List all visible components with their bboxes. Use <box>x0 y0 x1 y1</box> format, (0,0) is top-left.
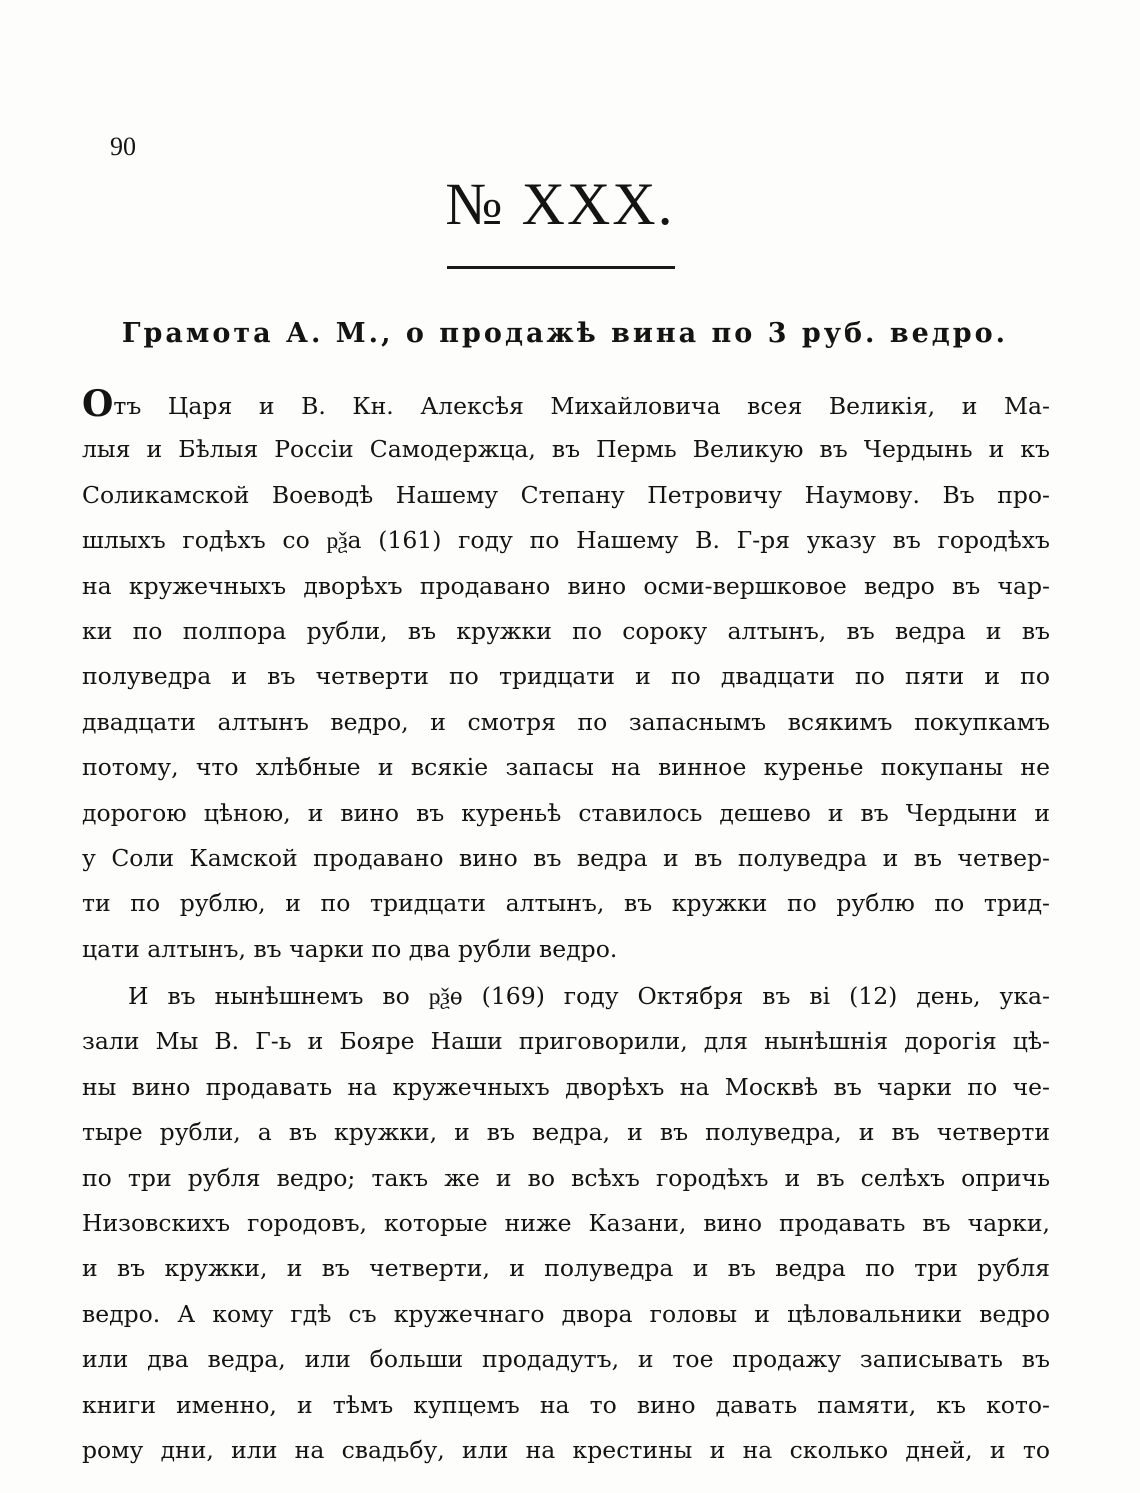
line-text: тъ Царя и В. Кн. Алексѣя Михайловича всея Великія, и Ма- <box>113 392 1050 420</box>
page-number: 90 <box>110 132 136 161</box>
text-line: тыре рубли, а въ кружки, и въ ведра, и въ полуведра, и въ четверти <box>82 1118 1050 1147</box>
text-line: зали Мы В. Г-ь и Бояре Наши приговорили, для нынѣшнія дорогія цѣ- <box>82 1027 1050 1056</box>
text-line: или два ведра, или больши продадутъ, и тое продажу записывать въ <box>82 1345 1050 1374</box>
text-line: потому, что хлѣбные и всякіе запасы на винное куренье покупаны не <box>82 753 1050 782</box>
text-line: ки по полпора рубли, въ кружки по сороку алтынъ, въ ведра и въ <box>82 616 1050 645</box>
text-line: Соликамской Воеводѣ Нашему Степану Петровичу Наумову. Въ про- <box>82 480 1050 509</box>
text-line: ны вино продавать на кружечныхъ дворѣхъ на Москвѣ въ чарки по че- <box>82 1072 1050 1101</box>
document-title: Грамота А. М., о продажѣ вина по 3 руб. ведро. <box>121 318 1009 349</box>
text-line: лыя и Бѣлыя Россіи Самодержца, въ Пермь Великую въ Чердынь и къ <box>82 435 1050 464</box>
text-line: шлыхъ годѣхъ со ҏѯа (161) году по Нашему В. Г-ря указу въ городѣхъ <box>82 526 1050 555</box>
text-line: полуведра и въ четверти по тридцати и по двадцати по пяти и по <box>82 662 1050 691</box>
text-line: на кружечныхъ дворѣхъ продавано вино осми-вершковое ведро въ чар- <box>82 571 1050 600</box>
text-line <box>82 382 1050 427</box>
text-line: у Соли Камской продавано вино въ ведра и въ полуведра и въ четвер- <box>82 843 1050 872</box>
text-line: дорогою цѣною, и вино въ куреньѣ ставилось дешево и въ Чердыни и <box>82 798 1050 827</box>
text-line: ти по рублю, и по тридцати алтынъ, въ кружки по рублю по трид- <box>82 889 1050 918</box>
text-line: по три рубля ведро; такъ же и во всѣхъ городѣхъ и въ селѣхъ опричь <box>82 1163 1050 1192</box>
text-line: Низовскихъ городовъ, которые ниже Казани, вино продавать въ чарки, <box>82 1209 1050 1238</box>
text-line: цати алтынъ, въ чарки по два рубли ведро. <box>82 934 618 963</box>
text-line: ведро. А кому гдѣ съ кружечнаго двора головы и цѣловальники ведро <box>82 1299 1050 1328</box>
document-number-heading: № XXX. <box>445 171 675 237</box>
text-line: книги именно, и тѣмъ купцемъ на то вино давать памяти, къ кото- <box>82 1390 1050 1419</box>
heading-divider <box>447 266 675 269</box>
body-text <box>82 382 1050 1473</box>
text-line: и въ кружки, и въ четверти, и полуведра и въ ведра по три рубля <box>82 1254 1050 1283</box>
text-line: И въ нынѣшнемъ во ҏѯѳ (169) году Октября въ ві (12) день, ука- <box>128 982 1050 1011</box>
text-line: двадцати алтынъ ведро, и смотря по запаснымъ всякимъ покупкамъ <box>82 707 1050 736</box>
text-line: рому дни, или на свадьбу, или на крестины и на сколько дней, и то <box>82 1435 1050 1464</box>
drop-cap-initial: О <box>82 383 114 425</box>
